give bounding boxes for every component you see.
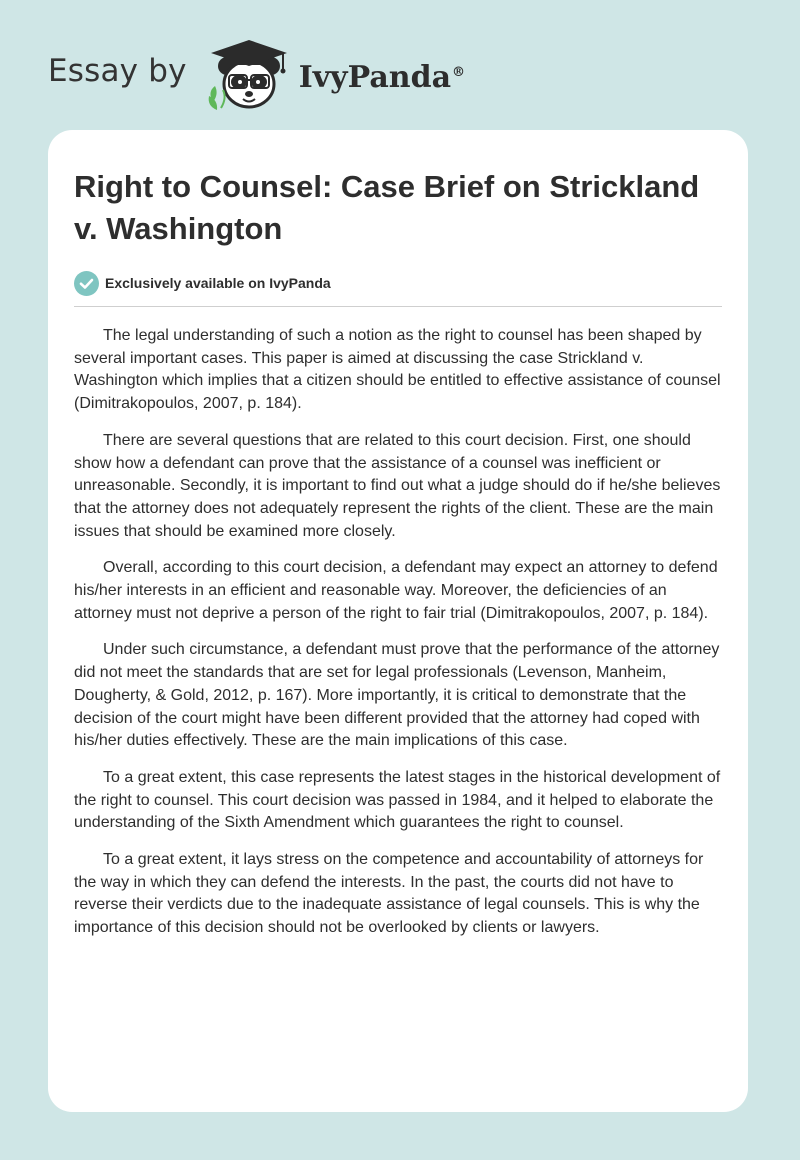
panda-graduation-cap-logo-icon <box>203 36 295 112</box>
brand-name-text: IvyPanda <box>298 59 452 95</box>
title-divider <box>74 306 722 307</box>
essay-paragraph: Under such circumstance, a defendant must prove that the performance of the attorney did not meet the standards that are set for legal professionals (Levenson, Manheim, Dougherty, & Gold, 2012, p. 167). More importantly, it is critical to demonstrate that the decision of the court might have been different provided that the attorney had coped with his/her duties effectively. These are the main implications of this case. <box>74 641 720 750</box>
brand-header <box>48 36 465 112</box>
checkmark-circle-icon <box>74 271 99 296</box>
essay-card <box>48 130 748 1112</box>
essay-paragraph: There are several questions that are related to this court decision. First, one should show how a defendant can prove that the assistance of a counsel was inefficient or unreasonable. Secondly, it is important to find out what a judge should do if he/she believes that the attorney does not adequately represent the rights of the client. These are the main issues that should be examined more closely. <box>74 431 721 540</box>
essay-paragraph: To a great extent, it lays stress on the competence and accountability of attorneys for the way in which they can defend the interests. In the past, the courts did not have to reverse their verdicts due to the inadequate assistance of legal counsels. This is why the importance of this decision should not be overlooked by clients or lawyers. <box>74 851 704 937</box>
essay-paragraph: To a great extent, this case represents the latest stages in the historical development of the right to counsel. This court decision was passed in 1984, and it helped to elaborate the understanding of the Sixth Amendment which guarantees the right to counsel. <box>74 768 721 832</box>
essay-paragraph: The legal understanding of such a notion as the right to counsel has been shaped by several important cases. This paper is aimed at discussing the case Strickland v. Washington which implies that a citizen should be entitled to effective assistance of counsel (Dimitrakopoulos, 2007, p. 184). <box>74 327 721 413</box>
registered-mark: ® <box>452 64 466 80</box>
essay-paragraph: Overall, according to this court decision, a defendant may expect an attorney to defend his/her interests in an efficient and reasonable way. Moreover, the deficiencies of an attorney must not deprive a person of the right to fair trial (Dimitrakopoulos, 2007, p. 184). <box>74 559 718 622</box>
brand-name <box>299 60 465 95</box>
essay-by-label: Essay by <box>48 53 187 89</box>
essay-title: Right to Counsel: Case Brief on Strickland v. Washington <box>74 169 700 246</box>
exclusive-badge-label: Exclusively available on IvyPanda <box>105 275 331 291</box>
exclusive-badge <box>74 270 722 296</box>
